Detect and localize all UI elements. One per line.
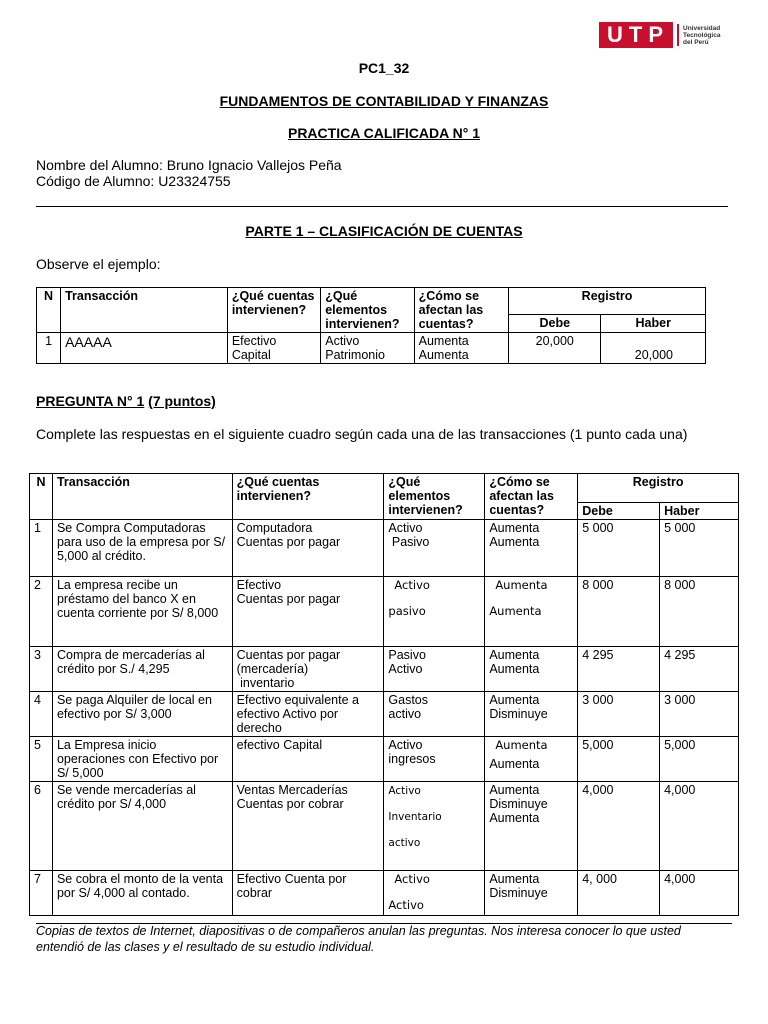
exam-title: PRACTICA CALIFICADA N° 1 — [287, 125, 480, 141]
header-debe: Debe — [578, 503, 660, 520]
como-line: Aumenta — [489, 872, 540, 886]
cuenta-line: Efectivo — [236, 578, 282, 592]
course-title: FUNDAMENTOS DE CONTABILIDAD Y FINANZAS — [219, 93, 549, 109]
cuenta-line: Cuentas por cobrar — [236, 797, 344, 811]
como-line: Aumenta — [489, 662, 540, 676]
utp-logo — [599, 22, 720, 48]
student-name: Nombre del Alumno: Bruno Ignacio Vallejos Peña — [36, 157, 342, 173]
como-line: Disminuye — [489, 707, 548, 721]
row-haber: 4 295 — [660, 647, 739, 692]
elemento-line: pasivo — [388, 604, 426, 618]
row-transaction: La empresa recibe un préstamo del banco X en cuenta corriente por S/ 8,000 — [52, 577, 232, 647]
row-debe: 3 000 — [578, 692, 660, 737]
logo-text — [683, 25, 720, 46]
row-number: 5 — [30, 737, 53, 782]
header-transaccion: Transacción — [52, 474, 232, 520]
example-cell-elementos — [321, 333, 414, 364]
row-como — [485, 520, 578, 577]
como-line: Disminuye — [489, 797, 548, 811]
row-transaction: La Empresa inicio operaciones con Efectivo por S/ 5,000 — [52, 737, 232, 782]
cuenta-line: Cuentas por pagar — [236, 535, 341, 549]
header-haber: Haber — [660, 503, 739, 520]
example-cell-como — [414, 333, 508, 364]
elemento-line: Inventario — [388, 811, 442, 823]
row-como — [485, 782, 578, 871]
example-elemento-1: Activo — [325, 334, 360, 348]
row-transaction: Compra de mercaderías al crédito por S./ 4,295 — [52, 647, 232, 692]
exam-code: PC1_32 — [358, 60, 410, 76]
row-como — [485, 647, 578, 692]
row-haber: 3 000 — [660, 692, 739, 737]
cuenta-line: inventario — [236, 676, 295, 690]
row-debe: 4, 000 — [578, 871, 660, 916]
row-transaction: Se paga Alquiler de local en efectivo por S/ 3,000 — [52, 692, 232, 737]
example-header-registro: Registro — [509, 288, 706, 315]
row-number: 2 — [30, 577, 53, 647]
example-header-haber: Haber — [601, 315, 706, 333]
cuenta-line: (mercadería) — [236, 662, 309, 676]
table-row — [30, 692, 739, 737]
row-haber: 4,000 — [660, 782, 739, 871]
row-elementos — [384, 871, 485, 916]
logo-line-3: del Perú — [683, 38, 709, 46]
row-como — [485, 692, 578, 737]
elemento-line: Gastos — [388, 693, 428, 707]
header-n: N — [30, 474, 53, 520]
header-como: ¿Cómo se afectan las cuentas? — [485, 474, 578, 520]
table-row — [30, 871, 739, 916]
row-haber: 5,000 — [660, 737, 739, 782]
row-como — [485, 577, 578, 647]
example-cell-cuentas — [227, 333, 320, 364]
table-row — [30, 737, 739, 782]
elemento-line: Activo — [388, 898, 424, 912]
example-como-1: Aumenta — [418, 334, 469, 348]
como-line: Aumenta — [489, 783, 540, 797]
elemento-line: activo — [388, 837, 421, 849]
logo-line-2: Tecnológica — [683, 31, 721, 39]
row-debe: 4,000 — [578, 782, 660, 871]
header-registro: Registro — [578, 474, 739, 503]
example-header-como: ¿Cómo se afectan las cuentas? — [414, 288, 508, 333]
row-number: 6 — [30, 782, 53, 871]
elemento-line: Activo — [388, 662, 423, 676]
header-divider — [36, 206, 728, 207]
header-cuentas: ¿Qué cuentas intervienen? — [232, 474, 384, 520]
row-haber: 8 000 — [660, 577, 739, 647]
header-elementos: ¿Qué elementos intervienen? — [384, 474, 485, 520]
question-label: PREGUNTA N° 1 — [36, 393, 145, 409]
como-line: Aumenta — [489, 693, 540, 707]
example-row — [37, 333, 706, 364]
table-row — [30, 520, 739, 577]
example-cuenta-2: Capital — [231, 348, 271, 362]
table-row — [30, 577, 739, 647]
cuenta-line: efectivo Capital — [236, 738, 323, 752]
example-cell-n: 1 — [37, 333, 61, 364]
logo-line-1: Universidad — [683, 24, 721, 32]
row-como — [485, 871, 578, 916]
cuenta-line: Efectivo Cuenta por cobrar — [236, 872, 347, 900]
row-number: 4 — [30, 692, 53, 737]
row-transaction: Se Compra Computadoras para uso de la empresa por S/ 5,000 al crédito. — [52, 520, 232, 577]
row-transaction: Se vende mercaderías al crédito por S/ 4,000 — [52, 782, 232, 871]
logo-mark: UTP — [599, 22, 673, 48]
example-como-2: Aumenta — [418, 348, 469, 362]
question-instructions: Complete las respuestas en el siguiente cuadro según cada una de las transacciones (1 punto cada una) — [36, 426, 688, 442]
row-debe: 5 000 — [578, 520, 660, 577]
row-transaction: Se cobra el monto de la venta por S/ 4,000 al contado. — [52, 871, 232, 916]
question-points: (7 puntos) — [148, 393, 216, 409]
example-cell-haber: 20,000 — [601, 333, 706, 364]
example-cell-debe: 20,000 — [509, 333, 601, 364]
row-elementos — [384, 520, 485, 577]
como-line: Aumenta — [489, 648, 540, 662]
cuenta-line: Efectivo equivalente a efectivo Activo por derecho — [236, 693, 359, 735]
row-haber: 4,000 — [660, 871, 739, 916]
cuenta-line: Ventas Mercaderías — [236, 783, 348, 797]
question-heading — [36, 393, 216, 409]
row-como — [485, 737, 578, 782]
footer-note: Copias de textos de Internet, diapositivas o de compañeros anulan las preguntas. Nos interesa conocer lo que usted entendió de las clases y el resultado de su estudio individual. — [36, 924, 681, 954]
table-row — [30, 647, 739, 692]
example-header-debe: Debe — [509, 315, 601, 333]
table-row — [30, 782, 739, 871]
cuenta-line: Cuentas por pagar — [236, 592, 341, 606]
row-cuentas — [232, 520, 384, 577]
student-code: Código de Alumno: U23324755 — [36, 173, 231, 189]
cuenta-line: Cuentas por pagar — [236, 648, 341, 662]
row-number: 3 — [30, 647, 53, 692]
example-cuenta-1: Efectivo — [231, 334, 277, 348]
elemento-line: Activo — [394, 578, 430, 592]
como-line: Aumenta — [495, 738, 548, 752]
elemento-line: Activo — [394, 872, 430, 886]
example-header-transaccion: Transacción — [61, 288, 228, 333]
example-header-cuentas: ¿Qué cuentas intervienen? — [227, 288, 320, 333]
como-line: Disminuye — [489, 886, 548, 900]
row-cuentas — [232, 737, 384, 782]
como-line: Aumenta — [489, 604, 542, 618]
row-debe: 5,000 — [578, 737, 660, 782]
elemento-line: Pasivo — [388, 535, 430, 549]
elemento-line: Activo — [388, 785, 421, 797]
example-table — [36, 287, 706, 364]
elemento-line: ingresos — [388, 752, 436, 766]
row-cuentas — [232, 782, 384, 871]
row-cuentas — [232, 577, 384, 647]
part1-title: PARTE 1 – CLASIFICACIÓN DE CUENTAS — [245, 223, 523, 239]
row-elementos — [384, 647, 485, 692]
row-cuentas — [232, 871, 384, 916]
row-elementos — [384, 577, 485, 647]
row-elementos — [384, 782, 485, 871]
row-elementos — [384, 692, 485, 737]
example-header-n: N — [37, 288, 61, 333]
cuenta-line: Computadora — [236, 521, 313, 535]
example-cell-transaccion: AAAAA — [61, 333, 228, 364]
logo-divider — [677, 24, 679, 46]
como-line: Aumenta — [489, 757, 540, 771]
example-intro: Observe el ejemplo: — [36, 256, 161, 272]
row-number: 1 — [30, 520, 53, 577]
row-haber: 5 000 — [660, 520, 739, 577]
row-cuentas — [232, 647, 384, 692]
elemento-line: Pasivo — [388, 648, 426, 662]
example-header-elementos: ¿Qué elementos intervienen? — [321, 288, 414, 333]
elemento-line: Activo — [388, 738, 423, 752]
row-debe: 8 000 — [578, 577, 660, 647]
row-cuentas — [232, 692, 384, 737]
como-line: Aumenta — [489, 811, 540, 825]
row-elementos — [384, 737, 485, 782]
row-number: 7 — [30, 871, 53, 916]
como-line: Aumenta — [489, 521, 540, 535]
como-line: Aumenta — [489, 535, 540, 549]
elemento-line: Activo — [388, 521, 423, 535]
row-debe: 4 295 — [578, 647, 660, 692]
elemento-line: activo — [388, 707, 422, 721]
como-line: Aumenta — [495, 578, 548, 592]
answers-table — [29, 473, 739, 916]
example-elemento-2: Patrimonio — [325, 348, 385, 362]
